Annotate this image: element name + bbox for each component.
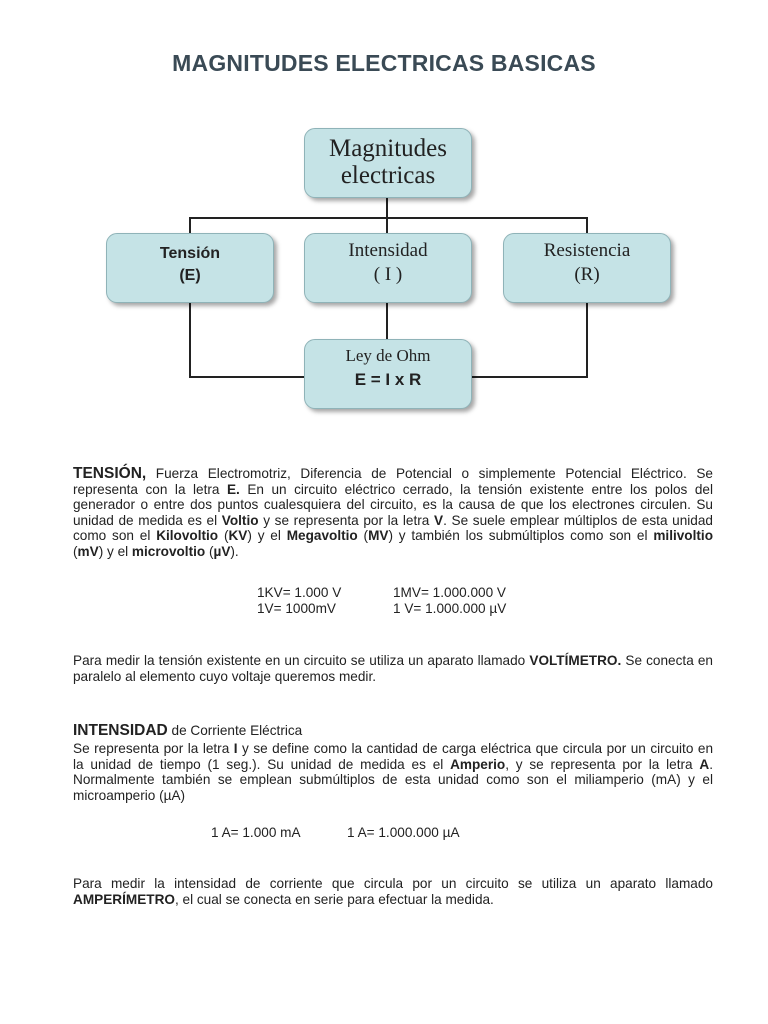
box-tension-line2: (E)	[179, 267, 201, 284]
tension-unit-v-uv: 1 V= 1.000.000 µV	[393, 601, 507, 616]
connector-resistencia-ohm	[472, 376, 588, 378]
ohm-label: Ley de Ohm	[345, 346, 431, 365]
intensidad-text: y se define como la cantidad de carga eléctrica que circula por un circuito en la unidad de tiempo (1 seg.). Su unidad de medida es el	[73, 741, 714, 772]
tension-unit-v-mv: 1V= 1000mV	[257, 601, 336, 616]
intensidad-text: . Normalmente también se emplean submúltiplos de esta unidad como son el miliamperio (mA) y el microamperio (µA)	[73, 756, 714, 803]
tension-text: (	[205, 543, 214, 559]
intensidad-bold: A	[699, 756, 710, 772]
tension-text: Fuerza Electromotriz, Diferencia de Potencial o simplemente Potencial Eléctrico. Se representa con la letra	[73, 466, 713, 497]
box-intensidad	[304, 233, 472, 303]
box-tension-line1: Tensión	[159, 245, 221, 262]
tension-paragraph	[73, 466, 713, 560]
tension-text: y se representa por la letra	[258, 512, 434, 528]
intensidad-measure-text: Para medir la intensidad de corriente que circula por un circuito se utiliza un aparato llamado	[73, 876, 713, 891]
box-resistencia-line2: (R)	[574, 264, 600, 285]
connector-intensidad-up	[386, 217, 388, 234]
tension-text: ) y el	[247, 528, 287, 544]
connector-tension-ohm	[189, 376, 305, 378]
tension-bold: milivoltio	[653, 528, 713, 544]
intensidad-unit-ma: 1 A= 1.000 mA	[211, 825, 301, 840]
tension-bold: KV	[228, 528, 248, 544]
tension-measure-paragraph	[73, 653, 713, 684]
tension-text: ) y también los submúltiplos como son el	[388, 528, 654, 544]
tension-text: . Se suele emplear múltiplos de esta unidad como son el	[73, 512, 713, 544]
intensidad-measure-text: , el cual se conecta en serie para efectuar la medida.	[174, 891, 494, 907]
tension-unit-mv: 1MV= 1.000.000 V	[393, 585, 506, 600]
connector-resistencia-up	[586, 217, 588, 234]
intensidad-bold: Amperio	[450, 756, 506, 772]
connector-tension-down	[189, 303, 191, 377]
intensidad-paragraph	[73, 741, 713, 803]
tension-bold: mV	[77, 543, 99, 559]
box-tension	[106, 233, 274, 303]
intensidad-unit-ua: 1 A= 1.000.000 µA	[347, 825, 460, 840]
tension-bold: Megavoltio	[286, 528, 358, 544]
tension-bold: µV	[213, 543, 231, 559]
tension-text: En un circuito eléctrico cerrado, la tensión existente entre los polos del generador o entre dos puntos cualesquiera del circuito, es la causa de que los electrones circulen. Su unidad de medida es el	[73, 481, 714, 528]
tension-bold: Voltio	[221, 512, 259, 528]
tension-bold: microvoltio	[131, 543, 206, 559]
intensidad-heading: INTENSIDAD	[73, 722, 168, 739]
tension-bold: V	[433, 512, 444, 528]
box-intensidad-line1: Intensidad	[348, 240, 428, 261]
intensidad-text: Se representa por la letra	[73, 741, 234, 756]
tension-heading: TENSIÓN,	[73, 465, 147, 482]
box-magnitudes-line1: Magnitudes	[328, 135, 448, 162]
tension-bold: MV	[368, 528, 389, 544]
connector-resistencia-down	[586, 303, 588, 377]
tension-measure-text: Para medir la tensión existente en un circuito se utiliza un aparato llamado	[73, 653, 530, 668]
connector-horizontal	[189, 217, 588, 219]
box-ley-de-ohm	[304, 339, 472, 409]
intensidad-bold: I	[233, 741, 238, 756]
box-resistencia-line1: Resistencia	[543, 240, 631, 261]
connector-tension-up	[189, 217, 191, 234]
tension-measure-text: Se conecta en paralelo al elemento cuyo voltaje queremos medir.	[73, 653, 713, 684]
ohm-formula: E = I x R	[354, 370, 422, 389]
tension-bold: E.	[226, 481, 240, 497]
box-intensidad-line2: ( I )	[373, 264, 403, 285]
tension-text: ) y el	[98, 543, 132, 559]
amperimetro-term: AMPERÍMETRO	[73, 891, 175, 907]
tension-text: (	[218, 528, 229, 544]
tension-text: (	[73, 543, 78, 559]
connector-intensidad-down	[386, 303, 388, 340]
tension-unit-kv: 1KV= 1.000 V	[257, 585, 342, 600]
page-title: MAGNITUDES ELECTRICAS BASICAS	[172, 50, 596, 76]
intensidad-heading-rest: de Corriente Eléctrica	[167, 723, 303, 738]
tension-text: ).	[230, 543, 239, 559]
intensidad-text: , y se representa por la letra	[505, 756, 700, 772]
box-magnitudes	[304, 128, 472, 198]
intensidad-heading-line	[73, 723, 713, 739]
tension-bold: Kilovoltio	[156, 528, 219, 544]
voltimetro-term: VOLTÍMETRO.	[529, 653, 622, 668]
connector-root-down	[386, 198, 388, 218]
magnitudes-diagram	[0, 0, 768, 430]
box-resistencia	[503, 233, 671, 303]
intensidad-measure-paragraph	[73, 876, 713, 907]
box-magnitudes-line2: electricas	[340, 162, 436, 189]
tension-text: (	[357, 528, 369, 544]
